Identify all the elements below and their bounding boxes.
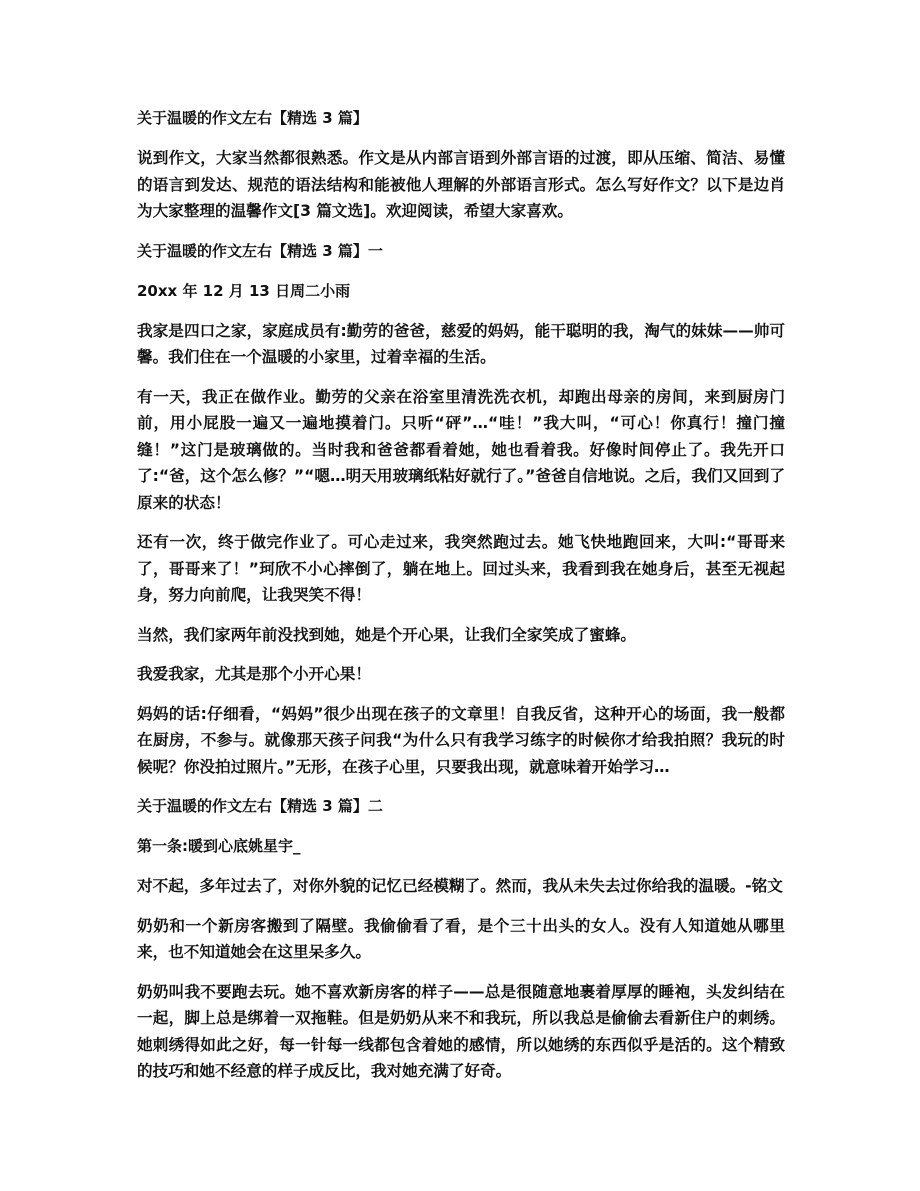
paragraph: 我爱我家，尤其是那个小开心果！ — [137, 665, 371, 683]
mothers-note-paragraph: 妈妈的话:仔细看，“妈妈”很少出现在孩子的文章里！自我反省，这种开心的场面，我一般都在厨房，不参与。就像那天孩子问我“为什么只有我学习练字的时候你才给我拍照？我玩的时候呢？你没拍过照片。”无形，在孩子心里，只要我出现，就意味着开始学习… — [137, 704, 785, 776]
paragraph: 奶奶和一个新房客搬到了隔壁。我偷偷看了看，是个三十出头的女人。没有人知道她从哪里来，也不知道她会在这里呆多久。 — [137, 916, 785, 961]
paragraph: 奶奶叫我不要跑去玩。她不喜欢新房客的样子——总是很随意地裹着厚厚的睡袍，头发纠结在一起，脚上总是绑着一双拖鞋。但是奶奶从来不和我玩，所以我总是偷偷去看新住户的刺绣。她刺绣得如此之好，每一针每一线都包含着她的感情，所以她绣的东西似乎是活的。这个精致的技巧和她不经意的样子成反比，我对她充满了好奇。 — [137, 982, 785, 1080]
section-2-heading: 关于温暖的作文左右【精选 3 篇】二 — [137, 797, 383, 815]
document-body — [137, 105, 785, 1098]
intro-paragraph: 说到作文，大家当然都很熟悉。作文是从内部言语到外部言语的过渡，即从压缩、简洁、易懂的语言到发达、规范的语法结构和能被他人理解的外部语言形式。怎么写好作文？以下是边肖为大家整理的温馨作文[3 篇文选]。欢迎阅读，希望大家喜欢。 — [137, 149, 785, 220]
paragraph: 当然，我们家两年前没找到她，她是个开心果，让我们全家笑成了蜜蜂。 — [137, 625, 637, 644]
section-2-subheading: 第一条:暖到心底姚星宇_ — [137, 837, 301, 855]
paragraph: 有一天，我正在做作业。勤劳的父亲在浴室里清洗洗衣机，却跑出母亲的房间，来到厨房门前，用小屁股一遍又一遍地摸着门。只听“砰”…“哇！”我大叫，“可心！你真行！撞门撞缝！”这门是玻璃做的。当时我和爸爸都看着她，她也看着我。好像时间停止了。我先开口了:“爸，这个怎么修？”“嗯…明天用玻璃纸粘好就行了。”爸爸自信地说。之后，我们又回到了原来的状态！ — [137, 387, 785, 512]
paragraph: 还有一次，终于做完作业了。可心走过来，我突然跑过去。她飞快地跑回来，大叫:“哥哥来了，哥哥来了！”珂欣不小心摔倒了，躺在地上。回过头来，我看到我在她身后，甚至无视起身，努力向前爬，让我哭笑不得！ — [137, 533, 785, 604]
paragraph: 对不起，多年过去了，对你外貌的记忆已经模糊了。然而，我从未失去过你给我的温暖。-铭文 — [137, 877, 783, 895]
paragraph: 我家是四口之家，家庭成员有:勤劳的爸爸，慈爱的妈妈，能干聪明的我，淘气的妹妹——帅可馨。我们住在一个温暖的小家里，过着幸福的生活。 — [137, 321, 785, 366]
diary-date: 20xx 年 12 月 13 日周二小雨 — [137, 281, 351, 300]
document-title: 关于温暖的作文左右【精选 3 篇】 — [137, 109, 368, 127]
section-1-heading: 关于温暖的作文左右【精选 3 篇】一 — [137, 241, 383, 260]
